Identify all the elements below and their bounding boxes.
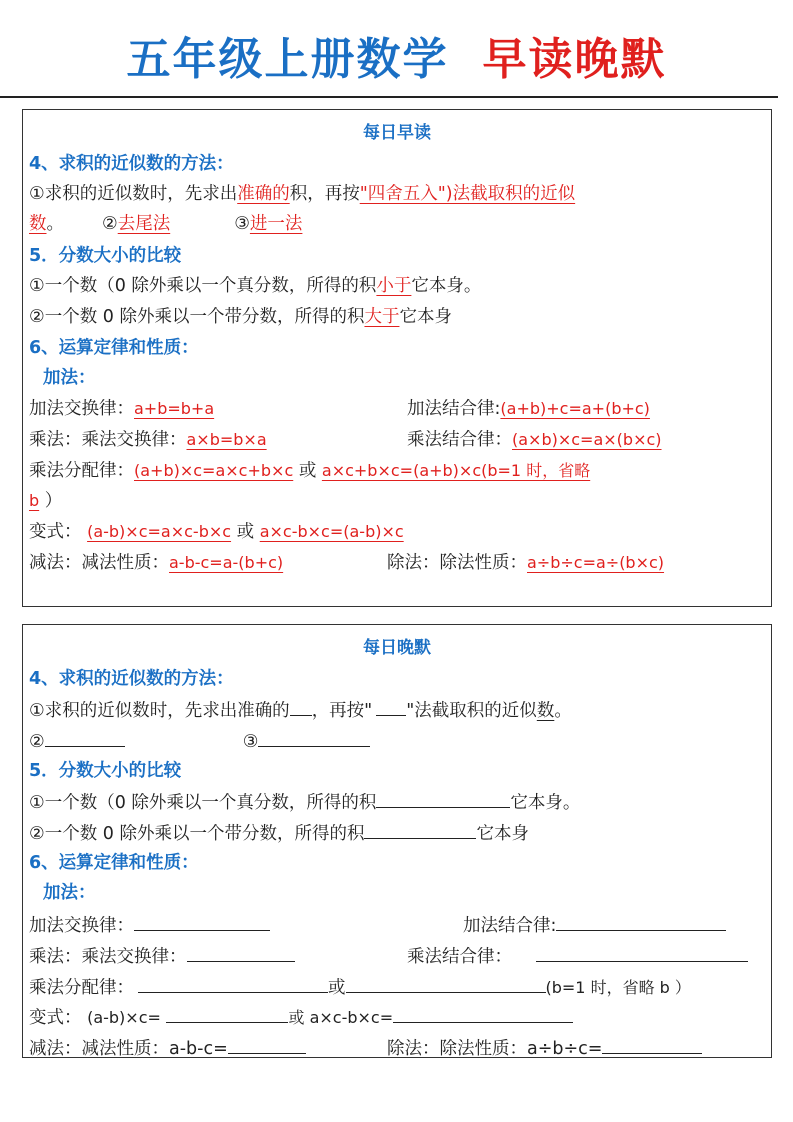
m-s6-heading: 6、运算定律和性质：: [29, 338, 199, 358]
m-s5-heading: 5．分数大小的比较: [29, 246, 182, 266]
e-s5-line1: ①一个数（0 除外乘以一个真分数，所得的积 它本身。: [29, 789, 765, 815]
e-distributive: 乘法分配律： 或 (b=1 时，省略 b ）: [29, 974, 765, 1000]
title-main: 五年级上册数学: [126, 34, 449, 85]
m-subtraction: 减法：减法性质：a-b-c=a-(b+c): [29, 553, 284, 573]
e-mul-assoc: 乘法结合律：: [407, 943, 765, 969]
e-s4-heading: 4、求积的近似数的方法：: [29, 669, 234, 689]
e-s6-heading: 6、运算定律和性质：: [29, 853, 199, 873]
e-add-comm: 加法交换律：: [29, 912, 765, 938]
answer-blank[interactable]: [228, 1035, 306, 1054]
answer: 去尾法: [117, 214, 171, 234]
m-mul-assoc: 乘法结合律：(a×b)×c=a×(b×c): [407, 430, 662, 450]
answer: 进一法: [249, 214, 303, 234]
e-division: 除法：除法性质：a÷b÷c=: [387, 1035, 765, 1061]
answer: a×c-b×c=(a-b)×c: [259, 522, 404, 541]
answer-blank[interactable]: [536, 943, 748, 962]
title-sub: 早读晚默: [482, 34, 667, 85]
answer: 数: [29, 214, 47, 234]
answer: a+b=b+a: [134, 399, 215, 418]
e-add-assoc: 加法结合律:: [463, 912, 765, 938]
morning-box-title: 每日早读: [363, 123, 431, 143]
m-distributive: 乘法分配律：(a+b)×c=a×c+b×c 或 a×c+b×c=(a+b)×c(b=1 时，省略: [29, 461, 591, 481]
answer: 小于: [376, 276, 412, 296]
answer-blank[interactable]: [376, 697, 406, 716]
answer: 准确的: [237, 184, 290, 204]
answer: a÷b÷c=a÷(b×c): [527, 553, 665, 572]
answer-blank[interactable]: [138, 974, 328, 993]
answer-blank[interactable]: [45, 728, 125, 747]
m-variant: 变式： (a-b)×c=a×c-b×c 或 a×c-b×c=(a-b)×c: [29, 522, 404, 542]
answer-blank[interactable]: [556, 912, 726, 931]
answer: (a-b)×c=a×c-b×c: [87, 522, 232, 541]
answer-blank[interactable]: [166, 1004, 288, 1023]
answer: (a+b)×c=a×c+b×c: [134, 461, 294, 480]
page-title: [0, 30, 793, 90]
answer: (a+b)+c=a+(b+c): [500, 399, 650, 418]
answer-blank[interactable]: [290, 697, 312, 716]
m-s4-line2: 数。 ②去尾法 ③进一法: [29, 214, 303, 234]
e-s4-line2: ② ③: [29, 728, 765, 754]
e-add-heading: 加法：: [43, 883, 96, 903]
e-s4-line1: ①求积的近似数时，先求出准确的 ，再按" "法截取积的近似数。: [29, 697, 765, 723]
title-divider: [0, 96, 778, 98]
answer-blank[interactable]: [364, 820, 476, 839]
e-variant: 变式： (a-b)×c= 或 a×c-b×c=: [29, 1004, 765, 1030]
answer-blank[interactable]: [376, 789, 510, 808]
answer-blank[interactable]: [258, 728, 370, 747]
answer-blank[interactable]: [134, 912, 270, 931]
m-s5-line1: ①一个数（0 除外乘以一个真分数，所得的积小于它本身。: [29, 276, 482, 296]
answer: a×b=b×a: [186, 430, 267, 449]
answer-blank[interactable]: [393, 1004, 573, 1023]
e-subtraction: 减法：减法性质：a-b-c=: [29, 1035, 765, 1061]
m-division: 除法：除法性质：a÷b÷c=a÷(b×c): [387, 553, 665, 573]
e-s5-heading: 5．分数大小的比较: [29, 761, 182, 781]
m-add-heading: 加法：: [43, 368, 96, 388]
evening-dictation-box: [22, 624, 772, 1058]
m-distributive-cont: b ）: [29, 491, 63, 511]
m-s4-heading: 4、求积的近似数的方法：: [29, 154, 234, 174]
m-mul-comm: 乘法：乘法交换律：a×b=b×a: [29, 430, 267, 450]
evening-box-title: 每日晚默: [363, 638, 431, 658]
m-s5-line2: ②一个数 0 除外乘以一个带分数，所得的积大于它本身: [29, 307, 452, 327]
answer: b: [29, 491, 40, 510]
answer-blank[interactable]: [187, 943, 295, 962]
answer: (a×b)×c=a×(b×c): [512, 430, 662, 449]
answer-blank[interactable]: [346, 974, 546, 993]
e-s5-line2: ②一个数 0 除外乘以一个带分数，所得的积 它本身: [29, 820, 765, 846]
answer: "四舍五入")法截取积的近似: [359, 184, 576, 204]
answer: 大于: [364, 307, 400, 327]
m-add-assoc: 加法结合律:(a+b)+c=a+(b+c): [407, 399, 650, 419]
e-mul-comm: 乘法：乘法交换律：: [29, 943, 765, 969]
morning-reading-box: [22, 109, 772, 607]
answer: a-b-c=a-(b+c): [169, 553, 284, 572]
answer: a×c+b×c=(a+b)×c(b=1 时，省略: [321, 461, 591, 480]
m-add-comm: 加法交换律：a+b=b+a: [29, 399, 215, 419]
answer-blank[interactable]: [602, 1035, 702, 1054]
m-s4-line1: ①求积的近似数时，先求出准确的积，再按"四舍五入")法截取积的近似: [29, 184, 576, 204]
